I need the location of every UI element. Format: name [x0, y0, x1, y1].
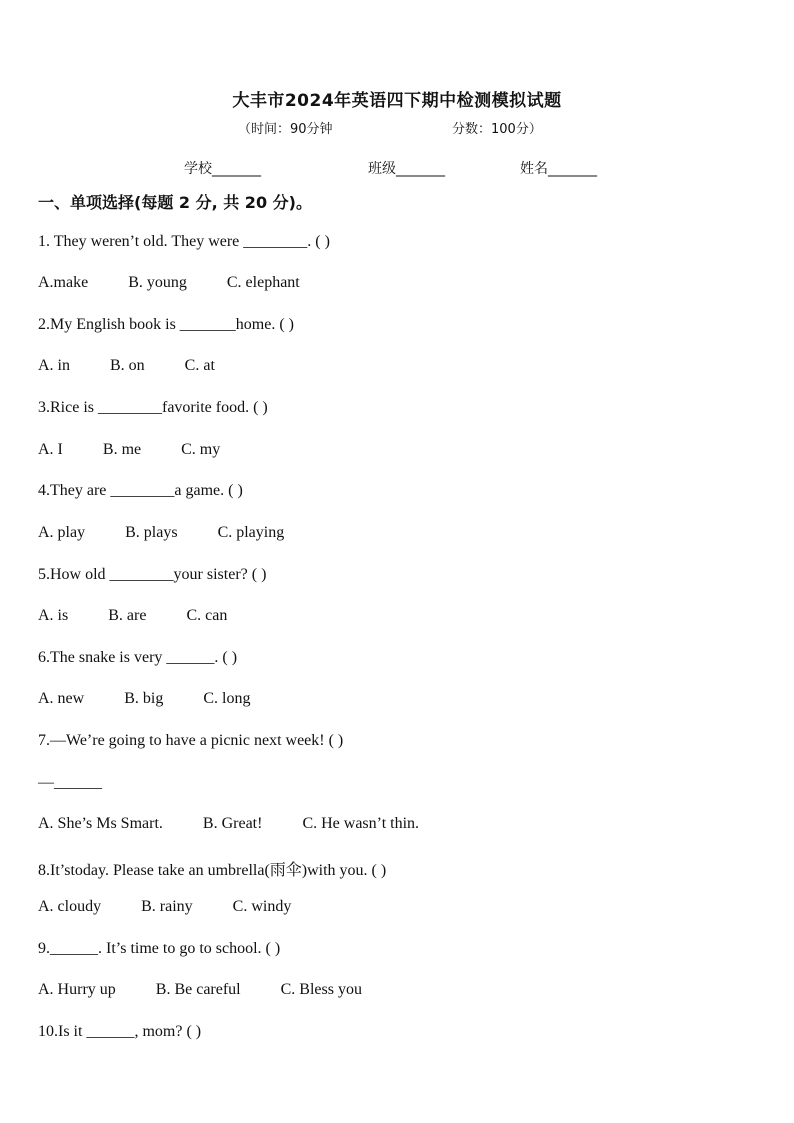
options-9 — [38, 981, 362, 999]
option-a: A. in — [38, 357, 70, 374]
option-c: C. my — [181, 441, 221, 458]
option-c: C. at — [184, 357, 215, 374]
question-9: 9.______. It’s time to go to school. ( ) — [38, 940, 281, 957]
question-5: 5.How old ________your sister? ( ) — [38, 566, 267, 583]
question-8: 8.It’stoday. Please take an umbrella(雨伞)with you. ( ) — [38, 862, 387, 879]
options-8 — [38, 898, 291, 916]
question-7: 7.—We’re going to have a picnic next week! ( ) — [38, 732, 344, 749]
question-4: 4.They are ________a game. ( ) — [38, 482, 243, 499]
option-a: A. cloudy — [38, 898, 102, 915]
option-c: C. elephant — [226, 274, 300, 291]
options-6 — [38, 690, 250, 708]
option-b: B. Great! — [202, 815, 263, 832]
score-info: 分数：100分） — [452, 122, 542, 137]
option-a: A.make — [38, 274, 89, 291]
name-field: 姓名_______ — [520, 161, 597, 177]
option-b: B. me — [102, 441, 142, 458]
options-3 — [38, 441, 220, 459]
options-2 — [38, 357, 215, 375]
option-c: C. playing — [217, 524, 285, 541]
question-10: 10.Is it ______, mom? ( ) — [38, 1023, 202, 1040]
option-b: B. young — [128, 274, 187, 291]
options-5 — [38, 607, 227, 625]
options-4 — [38, 524, 284, 542]
section-heading: 一、单项选择(每题 2 分, 共 20 分)。 — [38, 193, 312, 212]
option-c: C. Bless you — [280, 981, 362, 998]
option-a: A. new — [38, 690, 85, 707]
page-title: 大丰市2024年英语四下期中检测模拟试题 — [232, 91, 562, 111]
options-1 — [38, 274, 300, 292]
option-b: B. rainy — [141, 898, 193, 915]
class-field: 班级_______ — [368, 161, 445, 177]
option-a: A. She’s Ms Smart. — [38, 815, 163, 832]
question-3: 3.Rice is ________favorite food. ( ) — [38, 399, 268, 416]
option-c: C. can — [186, 607, 228, 624]
option-c: C. long — [203, 690, 251, 707]
option-c: C. windy — [232, 898, 292, 915]
option-b: B. plays — [125, 524, 178, 541]
option-a: A. is — [38, 607, 69, 624]
option-a: A. Hurry up — [38, 981, 116, 998]
option-c: C. He wasn’t thin. — [302, 815, 420, 832]
option-a: A. play — [38, 524, 86, 541]
option-b: B. Be careful — [155, 981, 241, 998]
question-1: 1. They weren’t old. They were ________. ( ) — [38, 233, 330, 250]
option-b: B. are — [108, 607, 147, 624]
option-a: A. I — [38, 441, 63, 458]
school-field: 学校_______ — [184, 161, 261, 177]
time-info: （时间：90分钟 — [238, 122, 333, 137]
answer-line-7: —______ — [38, 774, 102, 791]
option-b: B. on — [110, 357, 145, 374]
options-7 — [38, 815, 419, 833]
question-2: 2.My English book is _______home. ( ) — [38, 316, 294, 333]
option-b: B. big — [124, 690, 164, 707]
question-6: 6.The snake is very ______. ( ) — [38, 649, 238, 666]
